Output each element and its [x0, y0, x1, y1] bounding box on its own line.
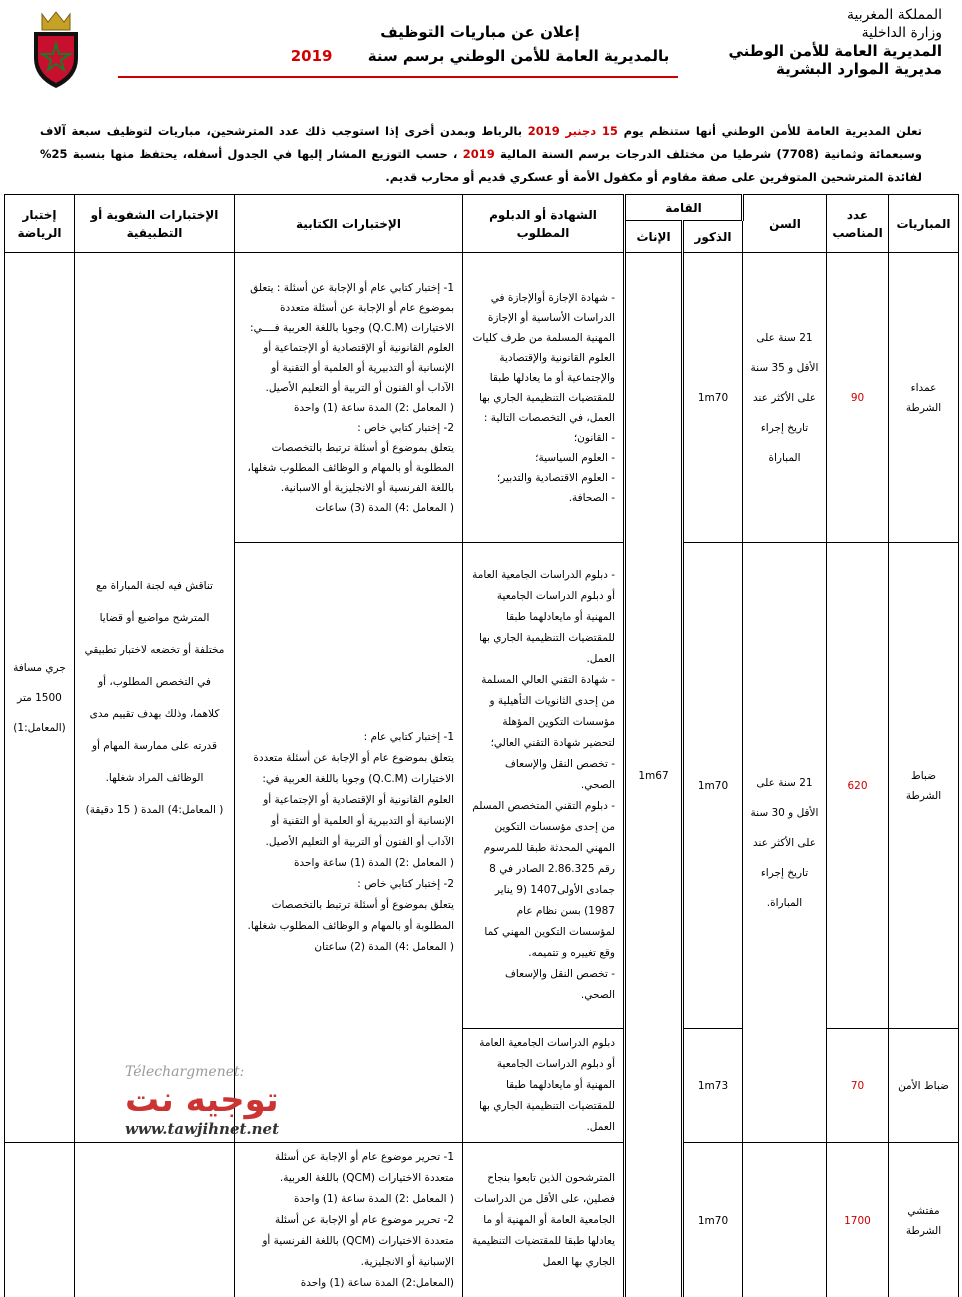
age-range: 21 سنة على الأقل و 30 سنة على الأكثر عند تاريخ إجراء المباراة. [743, 543, 827, 1143]
directorate-label: المديرية العامة للأمن الوطني [728, 42, 942, 60]
contest-name: عمداء الشرطة [889, 253, 959, 543]
header-age: السن [743, 195, 827, 253]
intro-part-4: لفائدة المترشحين المتوفرين على صفة مقاوم أو مكفول الأمة أو عسكري قديم أو محارب قديم. [385, 170, 922, 184]
female-height: 1m67 [625, 253, 683, 1297]
male-height: 1m70 [683, 253, 743, 543]
required-diploma: المترشحون الذين تابعوا بنجاح فصلين، على الأقل من الدراسات الجامعية العامة أو المهنية أو ما يعادلها طبقا للمقتضيات التنظيمية الجاري بها العمل [463, 1143, 625, 1297]
oral-exam-empty [75, 1143, 235, 1297]
watermark-label: Télechargmenet: [125, 1064, 245, 1080]
header-institution-block [722, 6, 942, 78]
table-row [5, 1143, 959, 1297]
male-height: 1m70 [683, 543, 743, 1029]
header-female: الإناث [625, 221, 683, 253]
title-underline [118, 76, 678, 78]
watermark-url: www.tawjihnet.net [125, 1120, 280, 1138]
header-male: الذكور [683, 221, 743, 253]
announcement-title-block [290, 20, 670, 68]
sport-test: جري مسافة 1500 متر (المعامل:1) [5, 253, 75, 1143]
dgsn-emblem-logo [28, 8, 84, 90]
contest-name: ضباط الشرطة [889, 543, 959, 1029]
header-posts: عدد المناصب [827, 195, 889, 253]
announcement-title: إعلان عن مباريات التوظيف [380, 23, 580, 41]
posts-count: 620 [827, 543, 889, 1029]
written-exams: 1- إختبار كتابي عام : يتعلق بموضوع عام أو الإجابة عن أسئلة متعددة الاختيارات (Q.C.M) وجوبا باللغة العربية في: العلوم القانونية أو الإقتصادية أو الإجتماعية أو الإنسانية أو التدبيرية أو العلمية أو التقنية أو الآداب أو الفنون أو التربية أو التعليم الأصيل. ( المعامل :2) المدة (1) ساعة واحدة 2- إختبار كتابي خاص : يتعلق بموضوع أو أسئلة ترتبط بالتخصصات المطلوبة أو بالمهام و الوظائف المطلوب شغلها. ( المعامل :4) المدة (2) ساعتان [235, 543, 463, 1143]
kingdom-label: المملكة المغربية [846, 7, 942, 23]
table-row [5, 253, 959, 543]
sport-test-empty [5, 1143, 75, 1297]
header-written: الإختبارات الكتابية [235, 195, 463, 253]
posts-count: 90 [827, 253, 889, 543]
fiscal-year: 2019 [462, 147, 495, 161]
contest-name: مفتشي الشرطة [889, 1143, 959, 1297]
intro-part-3: ، حسب التوزيع المشار إليها في الجدول أسفله، يحتفظ منها بنسبة [72, 147, 458, 161]
male-height: 1m70 [683, 1143, 743, 1297]
header-contest: المباريات [889, 195, 959, 253]
required-diploma: دبلوم الدراسات الجامعية العامة أو دبلوم الدراسات الجامعية المهنية أو مايعادلهما طبقا للمقتضيات التنظيمية الجاري بها العمل. [463, 1029, 625, 1143]
written-exams: 1- تحرير موضوع عام أو الإجابة عن أسئلة متعددة الاختيارات (QCM) باللغة العربية. ( المعامل :2) المدة ساعة (1) واحدة 2- تحرير موضوع عام أو الإجابة عن أسئلة متعددة الاختيارات (QCM) باللغة الفرنسية أو الإسبانية أو الانجليزية. (المعامل:2) المدة ساعة (1) واحدة [235, 1143, 463, 1297]
header-sport: إختبار الرياضة [5, 195, 75, 253]
ministry-label: وزارة الداخلية [861, 25, 942, 41]
intro-part-2: بالرباط وبمدن أخرى إذا استوجب ذلك عدد المترشحين، مباريات لتوظيف سبعة آلاف وسبعمائة وثمانية (7708) شرطيا من مختلف الدرجات برسم السنة المالية [40, 124, 922, 161]
watermark-brand: توجيه نت [125, 1080, 279, 1120]
age-range: 21 سنة على الأقل و 35 سنة على الأكثر عند تاريخ إجراء المباراة [743, 253, 827, 543]
reserved-percent: 25% [40, 147, 68, 161]
age-range-empty [743, 1143, 827, 1297]
posts-count: 1700 [827, 1143, 889, 1297]
posts-count: 70 [827, 1029, 889, 1143]
header-height: القامة [625, 195, 743, 221]
written-exams: 1- إختبار كتابي عام أو الإجابة عن أسئلة : يتعلق بموضوع عام أو الإجابة عن أسئلة متعددة الاختيارات (Q.C.M) وجوبا باللغة العربية فــــي: العلوم القانونية أو الإقتصادية أو الإجتماعية أو الإنسانية أو التدبيرية أو العلمية أو التقنية أو الآداب أو الفنون أو التربية أو التعليم الأصيل. ( المعامل :2) المدة ساعة (1) واحدة 2- إختبار كتابي خاص : يتعلق بموضوع أو أسئلة ترتبط بالتخصصات المطلوبة أو بالمهام و الوظائف المطلوب شغلها، باللغة الفرنسية أو الانجليزية أو الاسبانية. ( المعامل :4) المدة (3) ساعات [235, 253, 463, 543]
hr-directorate-label: مديرية الموارد البشرية [775, 60, 942, 78]
male-height: 1m73 [683, 1029, 743, 1143]
watermark [125, 1064, 325, 1148]
intro-paragraph [40, 120, 922, 189]
contest-name: ضباط الأمن [889, 1029, 959, 1143]
header-oral: الإختبارات الشفوية أو التطبيقية [75, 195, 235, 253]
intro-part-1: تعلن المديرية العامة للأمن الوطني أنها ستنظم يوم [623, 124, 922, 138]
oral-exam: تناقش فيه لجنة المباراة مع المترشح مواضيع أو قضايا مختلفة أو تخضعه لاختبار تطبيقي في التخصص المطلوب، أو كلاهما، وذلك بهدف تقييم مدى قدرته على ممارسة المهام أو الوظائف المراد شغلها. ( المعامل:4) المدة ( 15 دقيقة) [75, 253, 235, 1143]
required-diploma: - دبلوم الدراسات الجامعية العامة أو دبلوم الدراسات الجامعية المهنية أو مايعادلهما طبقا للمقتضيات التنظيمية الجاري بها العمل. - شهادة التقني العالي المسلمة من إحدى الثانويات التأهيلية و مؤسسات التكوين المؤهلة لتحضير شهادة التقني العالي؛ - تخصص النقل والإسعاف الصحي. - دبلوم التقني المتخصص المسلم من إحدى مؤسسات التكوين المهني المحدثة طبقا للمرسوم رقم 2.86.325 الصادر في 8 جمادى الأولى1407 (9 يناير 1987) بسن نظام عام لمؤسسات التكوين المهني كما وقع تغييره و تتميمه. - تخصص النقل والإسعاف الصحي. [463, 543, 625, 1029]
header-diploma: الشهادة أو الدبلوم المطلوب [463, 195, 625, 253]
required-diploma: - شهادة الإجازة أوالإجازة في الدراسات الأساسية أو الإجازة المهنية المسلمة من طرف كليات العلوم القانونية والإقتصادية والإجتماعية أو ما يعادلها طبقا للمقتضيات التنظيمية الجاري بها العمل، في التخصصات التالية : - القانون؛ - العلوم السياسية؛ - العلوم الاقتصادية والتدبير؛ - الصحافة. [463, 253, 625, 543]
announcement-subtitle: بالمديرية العامة للأمن الوطني برسم سنة [367, 47, 670, 65]
contest-date: 15 دجنبر 2019 [527, 124, 618, 138]
announcement-year: 2019 [290, 47, 333, 65]
